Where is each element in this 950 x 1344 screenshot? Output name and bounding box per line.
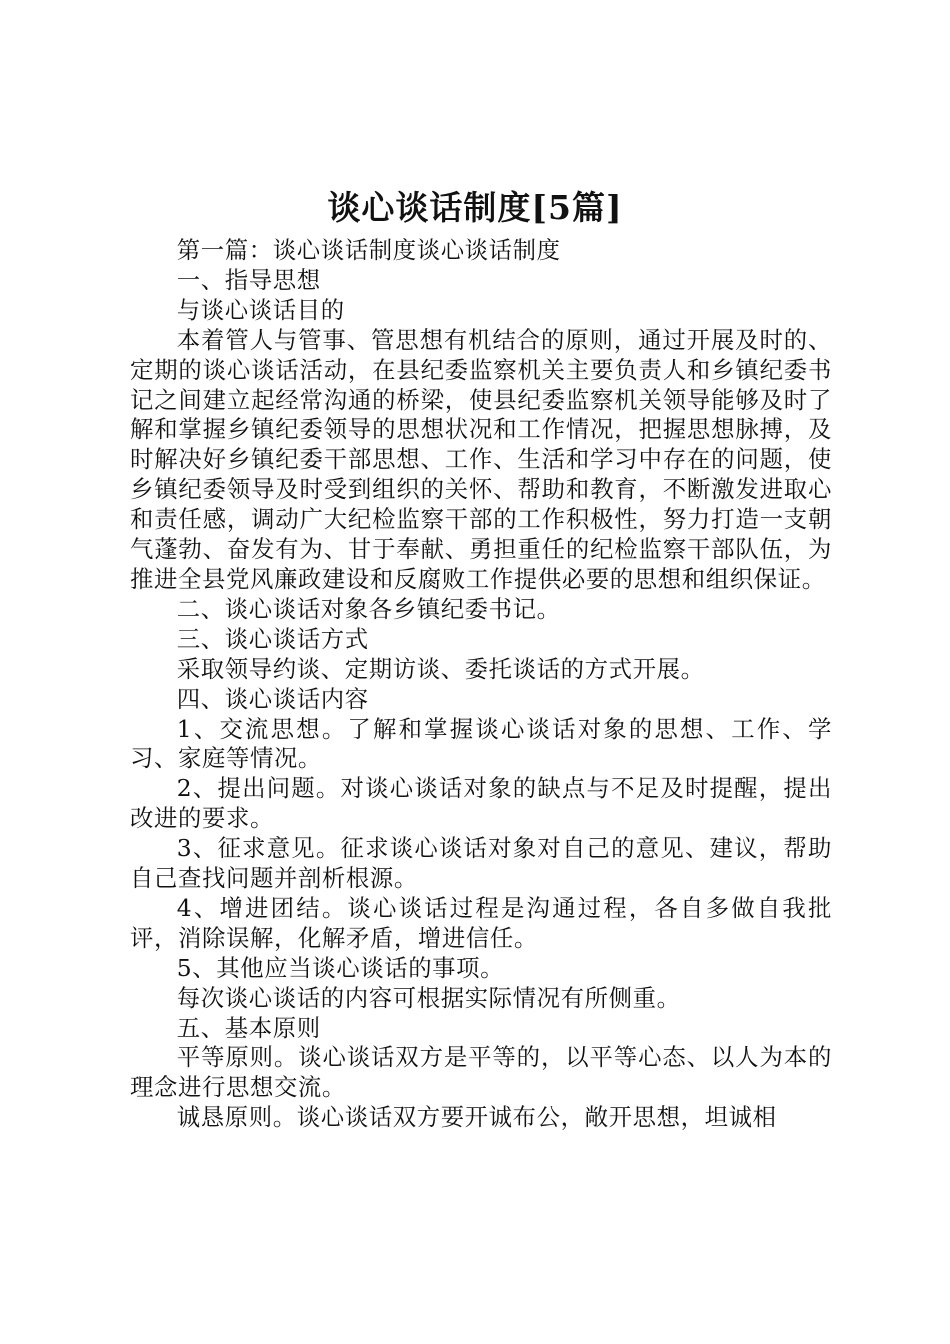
paragraph: 诚恳原则。谈心谈话双方要开诚布公，敞开思想，坦诚相 [176,1103,777,1132]
paragraph: 平等原则。谈心谈话双方是平等的，以平等心态、以人为本的理念进行思想交流。 [130,1043,832,1102]
section-heading: 五、基本原则 [176,1013,321,1042]
paragraph: 每次谈心谈话的内容可根据实际情况有所侧重。 [176,983,681,1012]
document-title: 谈心谈话制度[5篇] [327,188,623,227]
section-heading: 四、谈心谈话内容 [176,684,369,713]
paragraph: 本着管人与管事、管思想有机结合的原则，通过开展及时的、定期的谈心谈话活动，在县纪委监察机关主要负责人和乡镇纪委书记之间建立起经常沟通的桥梁，使县纪委监察机关领导能够及时了解和掌握乡镇纪委领导的思想状况和工作情况，把握思想脉搏，及时解决好乡镇纪委干部思想、工作、生活和学习中存在的问题，使乡镇纪委领导及时受到组织的关怀、帮助和教育，不断激发进取心和责任感，调动广大纪检监察干部的工作积极性，努力打造一支朝气蓬勃、奋发有为、甘于奉献、勇担重任的纪检监察干部队伍，为推进全县党风廉政建设和反腐败工作提供必要的思想和组织保证。 [130,325,832,593]
section-heading: 三、谈心谈话方式 [176,624,369,653]
section-heading: 二、谈心谈话对象各乡镇纪委书记。 [176,594,561,623]
section-subheading: 与谈心谈话目的 [176,295,345,324]
document-body [130,236,832,1133]
list-item: 1、交流思想。了解和掌握谈心谈话对象的思想、工作、学习、家庭等情况。 [130,714,832,773]
list-item: 3、征求意见。征求谈心谈话对象对自己的意见、建议，帮助自己查找问题并剖析根源。 [130,834,832,893]
chapter-heading: 第一篇：谈心谈话制度谈心谈话制度 [176,236,561,264]
paragraph: 采取领导约谈、定期访谈、委托谈话的方式开展。 [176,654,705,683]
section-heading: 一、指导思想 [176,265,321,294]
list-item: 4、增进团结。谈心谈话过程是沟通过程，各自多做自我批评，消除误解，化解矛盾，增进信任。 [130,893,832,952]
list-item: 5、其他应当谈心谈话的事项。 [176,953,505,982]
list-item: 2、提出问题。对谈心谈话对象的缺点与不足及时提醒，提出改进的要求。 [130,774,832,833]
